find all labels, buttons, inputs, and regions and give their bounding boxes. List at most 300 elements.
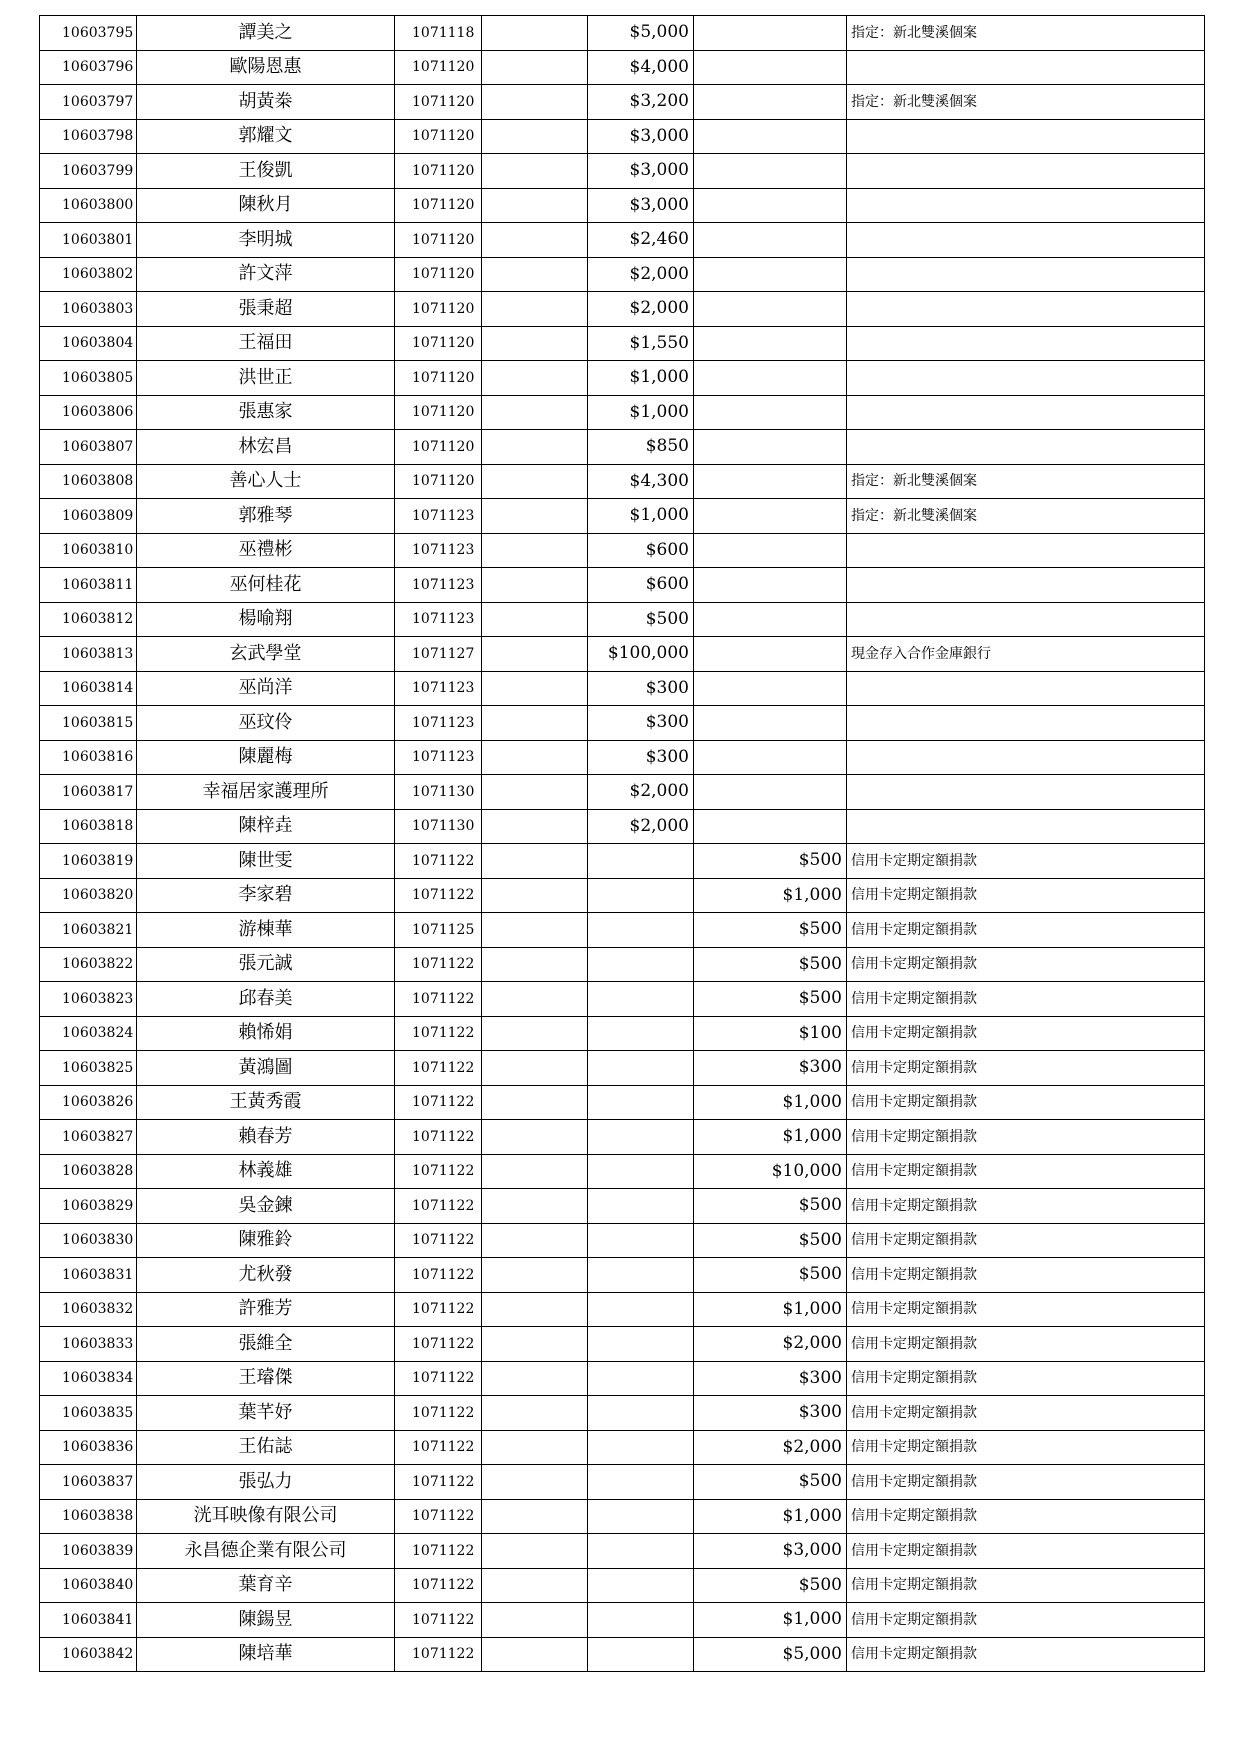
donor-name-cell: 巫尚洋 [137,671,395,706]
donor-name-cell: 巫玟伶 [137,706,395,741]
donation-date-cell: 1071122 [395,982,482,1017]
amount-cash-cell: $600 [588,568,694,603]
note-cell: 信用卡定期定額捐款 [847,1327,1205,1362]
note-cell: 信用卡定期定額捐款 [847,1568,1205,1603]
note-cell: 信用卡定期定額捐款 [847,1120,1205,1155]
table-row [40,119,1205,154]
amount-card-cell: $1,000 [694,1499,847,1534]
note-cell: 信用卡定期定額捐款 [847,1292,1205,1327]
note-cell [847,740,1205,775]
donation-date-cell: 1071123 [395,740,482,775]
donor-id-cell: 10603809 [40,499,137,534]
table-row [40,1189,1205,1224]
donor-id-cell: 10603818 [40,809,137,844]
table-row [40,50,1205,85]
blank-cell [482,913,588,948]
donor-name-cell: 巫禮彬 [137,533,395,568]
table-row [40,326,1205,361]
amount-cash-cell [588,1534,694,1569]
amount-cash-cell: $100,000 [588,637,694,672]
amount-card-cell: $500 [694,1568,847,1603]
amount-cash-cell [588,844,694,879]
amount-cash-cell: $4,300 [588,464,694,499]
amount-cash-cell [588,1361,694,1396]
donor-id-cell: 10603841 [40,1603,137,1638]
table-row [40,430,1205,465]
amount-cash-cell: $1,000 [588,395,694,430]
donation-date-cell: 1071122 [395,1327,482,1362]
amount-cash-cell [588,1327,694,1362]
table-row [40,1120,1205,1155]
blank-cell [482,947,588,982]
table-row [40,395,1205,430]
table-row [40,464,1205,499]
donor-name-cell: 林義雄 [137,1154,395,1189]
donor-name-cell: 邱春美 [137,982,395,1017]
table-row [40,602,1205,637]
amount-cash-cell [588,1430,694,1465]
amount-cash-cell [588,1223,694,1258]
blank-cell [482,119,588,154]
donor-name-cell: 李明城 [137,223,395,258]
blank-cell [482,706,588,741]
blank-cell [482,1568,588,1603]
table-row [40,499,1205,534]
blank-cell [482,602,588,637]
donor-id-cell: 10603840 [40,1568,137,1603]
amount-card-cell: $500 [694,844,847,879]
note-cell: 信用卡定期定額捐款 [847,1534,1205,1569]
table-row [40,257,1205,292]
donor-id-cell: 10603833 [40,1327,137,1362]
note-cell: 現金存入合作金庫銀行 [847,637,1205,672]
donation-date-cell: 1071120 [395,223,482,258]
note-cell: 信用卡定期定額捐款 [847,1499,1205,1534]
donor-name-cell: 玄武學堂 [137,637,395,672]
amount-cash-cell: $1,000 [588,499,694,534]
amount-cash-cell: $300 [588,671,694,706]
blank-cell [482,637,588,672]
table-row [40,568,1205,603]
table-row [40,1568,1205,1603]
donation-date-cell: 1071122 [395,844,482,879]
blank-cell [482,326,588,361]
amount-card-cell: $1,000 [694,1603,847,1638]
donor-id-cell: 10603820 [40,878,137,913]
donation-date-cell: 1071123 [395,706,482,741]
blank-cell [482,878,588,913]
blank-cell [482,1534,588,1569]
amount-cash-cell [588,1016,694,1051]
blank-cell [482,1396,588,1431]
amount-card-cell: $5,000 [694,1637,847,1672]
donation-date-cell: 1071122 [395,1396,482,1431]
note-cell [847,671,1205,706]
blank-cell [482,1085,588,1120]
blank-cell [482,1051,588,1086]
donor-id-cell: 10603842 [40,1637,137,1672]
amount-card-cell [694,326,847,361]
donor-id-cell: 10603826 [40,1085,137,1120]
donor-name-cell: 賴春芳 [137,1120,395,1155]
note-cell [847,257,1205,292]
donor-name-cell: 張弘力 [137,1465,395,1500]
note-cell [847,533,1205,568]
amount-card-cell: $3,000 [694,1534,847,1569]
donor-id-cell: 10603829 [40,1189,137,1224]
donation-date-cell: 1071122 [395,878,482,913]
amount-cash-cell: $3,000 [588,154,694,189]
amount-card-cell: $500 [694,1465,847,1500]
blank-cell [482,154,588,189]
table-row [40,947,1205,982]
amount-card-cell [694,706,847,741]
donation-date-cell: 1071122 [395,1465,482,1500]
donor-name-cell: 黃鴻圖 [137,1051,395,1086]
blank-cell [482,1499,588,1534]
donor-name-cell: 王福田 [137,326,395,361]
note-cell: 指定：新北雙溪個案 [847,499,1205,534]
note-cell: 指定：新北雙溪個案 [847,464,1205,499]
note-cell: 信用卡定期定額捐款 [847,1361,1205,1396]
table-row [40,1016,1205,1051]
donation-date-cell: 1071120 [395,85,482,120]
donation-date-cell: 1071120 [395,361,482,396]
donor-id-cell: 10603808 [40,464,137,499]
donor-id-cell: 10603798 [40,119,137,154]
blank-cell [482,292,588,327]
note-cell [847,809,1205,844]
donation-date-cell: 1071122 [395,1534,482,1569]
donation-date-cell: 1071122 [395,1051,482,1086]
amount-cash-cell: $2,000 [588,292,694,327]
donor-name-cell: 張惠家 [137,395,395,430]
donor-name-cell: 許文萍 [137,257,395,292]
table-row [40,16,1205,51]
donation-date-cell: 1071120 [395,257,482,292]
note-cell: 信用卡定期定額捐款 [847,1603,1205,1638]
amount-cash-cell: $300 [588,706,694,741]
amount-card-cell: $500 [694,947,847,982]
donor-id-cell: 10603828 [40,1154,137,1189]
donor-name-cell: 譚美之 [137,16,395,51]
blank-cell [482,1292,588,1327]
donation-date-cell: 1071123 [395,499,482,534]
amount-cash-cell: $1,550 [588,326,694,361]
amount-cash-cell: $4,000 [588,50,694,85]
donor-name-cell: 郭雅琴 [137,499,395,534]
blank-cell [482,809,588,844]
amount-card-cell: $2,000 [694,1430,847,1465]
note-cell [847,223,1205,258]
table-row [40,1051,1205,1086]
donation-date-cell: 1071120 [395,326,482,361]
donation-date-cell: 1071120 [395,119,482,154]
note-cell: 信用卡定期定額捐款 [847,1189,1205,1224]
ledger-body [40,16,1205,1672]
donor-id-cell: 10603822 [40,947,137,982]
blank-cell [482,1016,588,1051]
amount-card-cell [694,533,847,568]
amount-card-cell [694,16,847,51]
donation-date-cell: 1071122 [395,1085,482,1120]
donor-id-cell: 10603797 [40,85,137,120]
amount-card-cell [694,809,847,844]
table-row [40,1085,1205,1120]
note-cell [847,775,1205,810]
table-row [40,1396,1205,1431]
donation-date-cell: 1071123 [395,671,482,706]
donor-name-cell: 王佑誌 [137,1430,395,1465]
donor-id-cell: 10603819 [40,844,137,879]
amount-card-cell: $1,000 [694,1120,847,1155]
donor-name-cell: 張元誠 [137,947,395,982]
donation-date-cell: 1071122 [395,1361,482,1396]
blank-cell [482,671,588,706]
donor-name-cell: 許雅芳 [137,1292,395,1327]
table-row [40,671,1205,706]
donation-date-cell: 1071123 [395,568,482,603]
donor-id-cell: 10603802 [40,257,137,292]
donation-date-cell: 1071122 [395,1568,482,1603]
donation-date-cell: 1071122 [395,1637,482,1672]
table-row [40,740,1205,775]
donor-id-cell: 10603795 [40,16,137,51]
donation-date-cell: 1071122 [395,1499,482,1534]
table-row [40,188,1205,223]
amount-cash-cell [588,982,694,1017]
blank-cell [482,1154,588,1189]
donation-date-cell: 1071120 [395,154,482,189]
note-cell [847,119,1205,154]
donor-id-cell: 10603827 [40,1120,137,1155]
amount-cash-cell: $300 [588,740,694,775]
blank-cell [482,533,588,568]
table-row [40,1154,1205,1189]
amount-cash-cell [588,1603,694,1638]
amount-cash-cell [588,913,694,948]
amount-cash-cell: $1,000 [588,361,694,396]
amount-card-cell: $300 [694,1051,847,1086]
donation-date-cell: 1071120 [395,430,482,465]
amount-card-cell [694,395,847,430]
donor-id-cell: 10603806 [40,395,137,430]
blank-cell [482,1327,588,1362]
table-row [40,1430,1205,1465]
amount-card-cell: $1,000 [694,1085,847,1120]
donor-id-cell: 10603824 [40,1016,137,1051]
amount-card-cell [694,154,847,189]
note-cell [847,430,1205,465]
blank-cell [482,1603,588,1638]
table-row [40,878,1205,913]
donation-date-cell: 1071120 [395,188,482,223]
blank-cell [482,499,588,534]
donor-id-cell: 10603838 [40,1499,137,1534]
table-row [40,361,1205,396]
donor-id-cell: 10603831 [40,1258,137,1293]
donor-name-cell: 賴悕娟 [137,1016,395,1051]
donation-date-cell: 1071120 [395,464,482,499]
donor-name-cell: 王黃秀霞 [137,1085,395,1120]
blank-cell [482,361,588,396]
blank-cell [482,85,588,120]
donor-name-cell: 葉育辛 [137,1568,395,1603]
donor-name-cell: 吳金鍊 [137,1189,395,1224]
blank-cell [482,430,588,465]
donor-id-cell: 10603812 [40,602,137,637]
blank-cell [482,257,588,292]
donor-id-cell: 10603839 [40,1534,137,1569]
amount-card-cell: $10,000 [694,1154,847,1189]
table-row [40,1637,1205,1672]
amount-card-cell: $500 [694,1189,847,1224]
donation-date-cell: 1071122 [395,1603,482,1638]
table-row [40,982,1205,1017]
table-row [40,223,1205,258]
amount-cash-cell [588,1568,694,1603]
donation-date-cell: 1071122 [395,1120,482,1155]
amount-cash-cell [588,1120,694,1155]
donor-name-cell: 王璿傑 [137,1361,395,1396]
table-row [40,154,1205,189]
donation-date-cell: 1071122 [395,1016,482,1051]
amount-card-cell: $500 [694,1258,847,1293]
donation-date-cell: 1071130 [395,775,482,810]
note-cell [847,706,1205,741]
donor-name-cell: 楊喻翔 [137,602,395,637]
amount-card-cell [694,361,847,396]
table-row [40,85,1205,120]
donor-name-cell: 陳梓垚 [137,809,395,844]
blank-cell [482,982,588,1017]
amount-card-cell [694,464,847,499]
blank-cell [482,50,588,85]
note-cell [847,568,1205,603]
donor-id-cell: 10603800 [40,188,137,223]
note-cell: 信用卡定期定額捐款 [847,982,1205,1017]
note-cell [847,602,1205,637]
note-cell [847,361,1205,396]
note-cell: 信用卡定期定額捐款 [847,1154,1205,1189]
note-cell: 信用卡定期定額捐款 [847,1637,1205,1672]
note-cell [847,326,1205,361]
amount-card-cell: $2,000 [694,1327,847,1362]
donor-id-cell: 10603834 [40,1361,137,1396]
donor-id-cell: 10603811 [40,568,137,603]
table-row [40,1499,1205,1534]
donor-name-cell: 歐陽恩惠 [137,50,395,85]
donation-date-cell: 1071122 [395,1189,482,1224]
note-cell [847,292,1205,327]
donor-name-cell: 林宏昌 [137,430,395,465]
donor-id-cell: 10603837 [40,1465,137,1500]
blank-cell [482,1637,588,1672]
blank-cell [482,740,588,775]
note-cell: 信用卡定期定額捐款 [847,1223,1205,1258]
amount-cash-cell: $2,460 [588,223,694,258]
amount-card-cell: $500 [694,1223,847,1258]
amount-cash-cell [588,1085,694,1120]
donor-id-cell: 10603830 [40,1223,137,1258]
note-cell: 信用卡定期定額捐款 [847,1258,1205,1293]
donor-name-cell: 李家碧 [137,878,395,913]
donor-id-cell: 10603836 [40,1430,137,1465]
donor-id-cell: 10603814 [40,671,137,706]
donation-date-cell: 1071122 [395,947,482,982]
amount-cash-cell [588,1154,694,1189]
amount-cash-cell [588,1258,694,1293]
donation-date-cell: 1071123 [395,602,482,637]
donor-id-cell: 10603801 [40,223,137,258]
table-row [40,637,1205,672]
donor-name-cell: 陳麗梅 [137,740,395,775]
donor-id-cell: 10603835 [40,1396,137,1431]
donor-id-cell: 10603799 [40,154,137,189]
donor-id-cell: 10603815 [40,706,137,741]
note-cell: 信用卡定期定額捐款 [847,1465,1205,1500]
donation-ledger-table [39,15,1205,1672]
note-cell [847,395,1205,430]
amount-card-cell [694,740,847,775]
donation-date-cell: 1071122 [395,1292,482,1327]
donation-date-cell: 1071118 [395,16,482,51]
amount-cash-cell: $3,200 [588,85,694,120]
amount-card-cell [694,430,847,465]
amount-card-cell [694,292,847,327]
blank-cell [482,1361,588,1396]
donor-name-cell: 尤秋發 [137,1258,395,1293]
amount-card-cell [694,499,847,534]
donor-name-cell: 張秉超 [137,292,395,327]
donation-date-cell: 1071130 [395,809,482,844]
donor-id-cell: 10603816 [40,740,137,775]
amount-cash-cell: $850 [588,430,694,465]
table-row [40,292,1205,327]
table-row [40,533,1205,568]
donation-date-cell: 1071120 [395,395,482,430]
amount-cash-cell [588,1396,694,1431]
amount-cash-cell: $3,000 [588,119,694,154]
amount-card-cell [694,602,847,637]
amount-cash-cell [588,1637,694,1672]
donation-date-cell: 1071125 [395,913,482,948]
table-row [40,844,1205,879]
donor-name-cell: 王俊凱 [137,154,395,189]
note-cell: 信用卡定期定額捐款 [847,878,1205,913]
blank-cell [482,464,588,499]
donor-id-cell: 10603807 [40,430,137,465]
amount-card-cell: $100 [694,1016,847,1051]
donor-id-cell: 10603825 [40,1051,137,1086]
amount-card-cell [694,50,847,85]
note-cell: 信用卡定期定額捐款 [847,1396,1205,1431]
blank-cell [482,1430,588,1465]
blank-cell [482,1258,588,1293]
donor-id-cell: 10603832 [40,1292,137,1327]
amount-card-cell: $500 [694,913,847,948]
amount-cash-cell [588,1189,694,1224]
note-cell: 信用卡定期定額捐款 [847,1430,1205,1465]
donor-name-cell: 巫何桂花 [137,568,395,603]
note-cell [847,188,1205,223]
donation-date-cell: 1071123 [395,533,482,568]
donation-date-cell: 1071122 [395,1154,482,1189]
amount-cash-cell [588,878,694,913]
donor-name-cell: 胡黃桊 [137,85,395,120]
table-row [40,775,1205,810]
donor-name-cell: 葉芊妤 [137,1396,395,1431]
